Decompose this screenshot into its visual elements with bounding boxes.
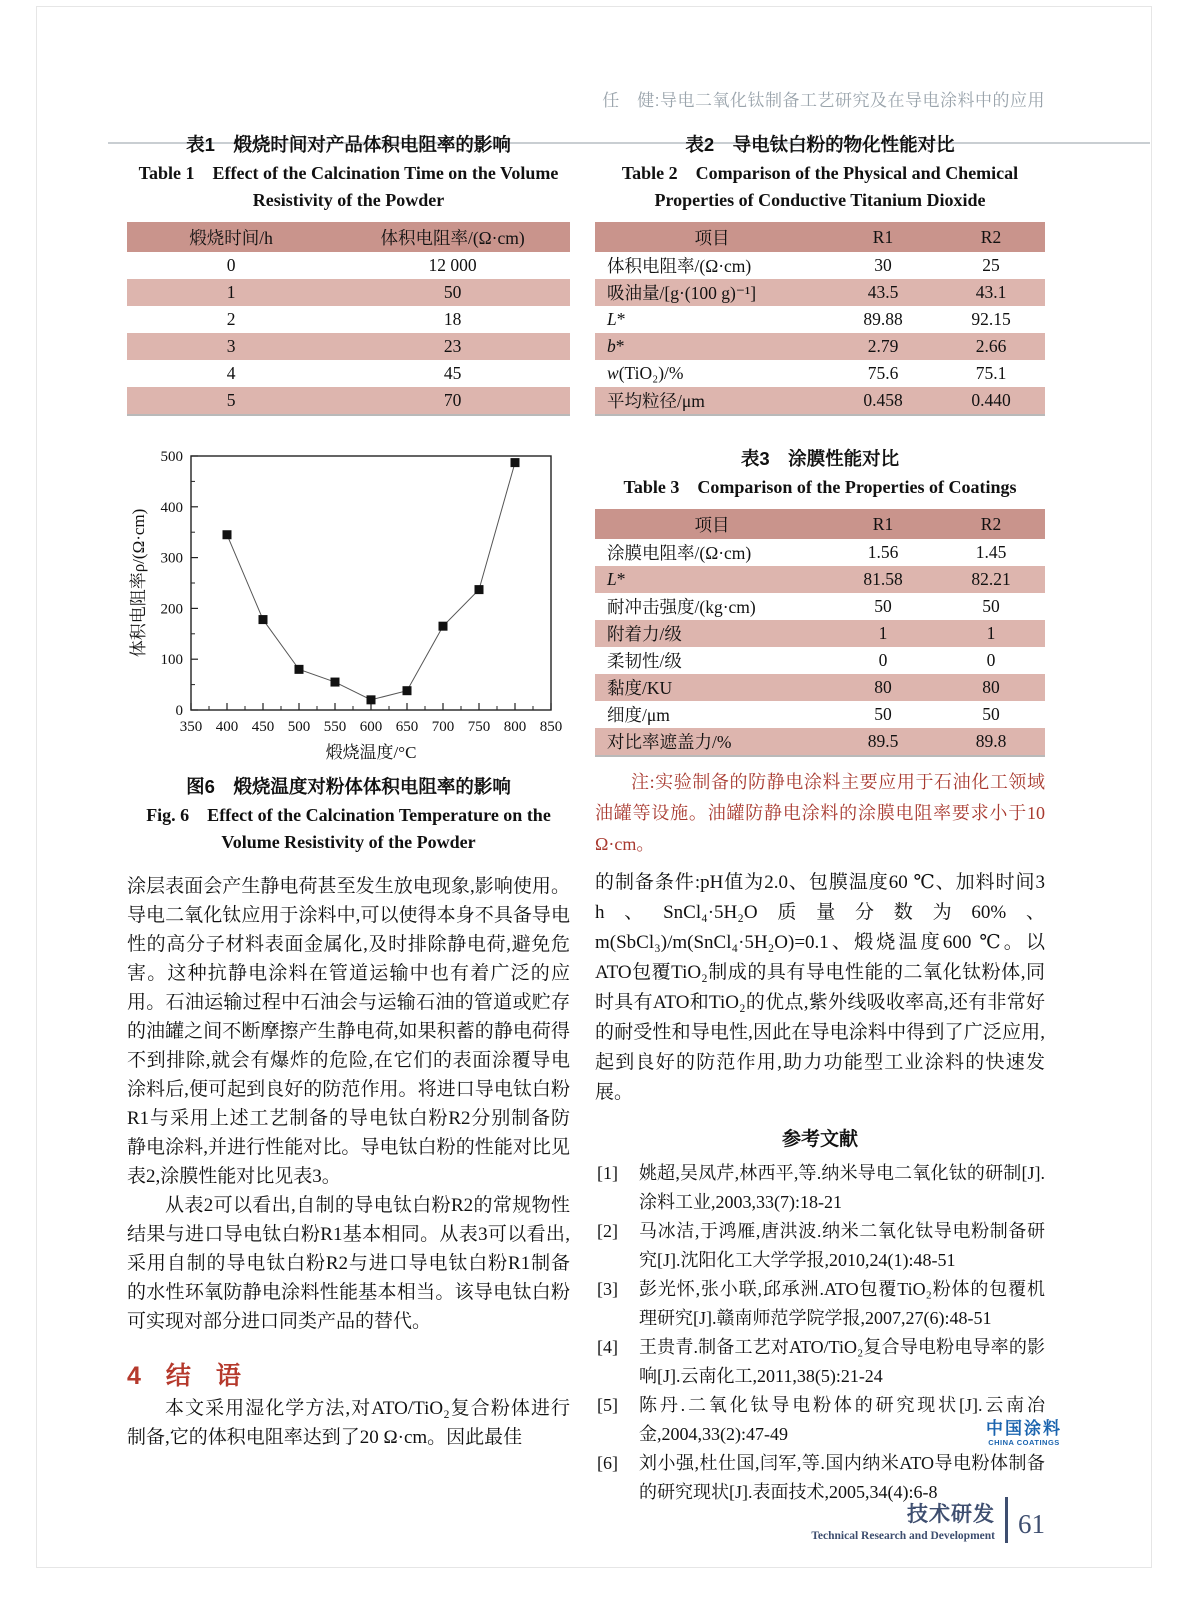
- logo-text-en: CHINA COATINGS: [988, 1437, 1060, 1447]
- cell-value: 89.5: [829, 728, 937, 756]
- table2-title: [595, 130, 1045, 214]
- reference-number: [1]: [597, 1163, 618, 1183]
- table-row: [127, 360, 570, 387]
- cell-value: 1: [829, 620, 937, 647]
- row-label: 5: [127, 387, 335, 415]
- table-row: [127, 252, 570, 279]
- footer-divider: [1005, 1497, 1008, 1543]
- paragraph: 涂层表面会产生静电荷甚至发生放电现象,影响使用。导电二氧化钛应用于涂料中,可以使得本身不具备导电性的高分子材料表面金属化,及时排除静电荷,避免危害。这种抗静电涂料在管道运输中也有着广泛的应用。石油运输过程中石油会与运输石油的管道或贮存的油罐之间不断摩擦产生静电荷,如果积蓄的静电荷得不到排除,就会有爆炸的危险,在它们的表面涂覆导电涂料后,便可起到良好的防范作用。将进口导电钛白粉R1与采用上述工艺制备的导电钛白粉R2分别制备防静电涂料,并进行性能对比。导电钛白粉的性能对比见表2,涂膜性能对比见表3。: [127, 876, 570, 1187]
- row-label: 体积电阻率/(Ω·cm): [607, 256, 752, 276]
- cell-value: 50: [335, 279, 570, 306]
- running-title: 任 健:导电二氧化钛制备工艺研究及在导电涂料中的应用: [602, 91, 1045, 110]
- cell-value: 92.15: [971, 309, 1011, 329]
- cell-value: 89.88: [863, 309, 903, 329]
- table-row: [595, 728, 1045, 756]
- section-heading-conclusion: 4 结 语: [127, 1362, 241, 1390]
- reference-number: [6]: [597, 1453, 618, 1473]
- svg-text:体积电阻率ρ/(Ω·cm): 体积电阻率ρ/(Ω·cm): [129, 508, 148, 658]
- cell-value: 80: [829, 674, 937, 701]
- row-label: 平均粒径/μm: [595, 387, 829, 415]
- row-label: 涂膜电阻率/(Ω·cm): [607, 543, 752, 563]
- reference-number: [2]: [597, 1221, 618, 1241]
- cell-value: 30: [874, 255, 892, 275]
- cell-value: 1.45: [975, 542, 1007, 562]
- paragraph: 的制备条件:pH值为2.0、包膜温度60 ℃、加料时间3 h、SnCl₄·5H₂O质量分数为60%、m(SbCl₃)/m(SnCl₄·5H₂O)=0.1、煅烧温度600 ℃。以ATO包覆TiO₂制成的具有导电性能的二氧化钛粉体,同时具有ATO和TiO₂的优点,紫外线吸收率高,还有非常好的耐受性和导电性,因此在导电涂料中得到了广泛应用,起到良好的防范作用,助力功能型工业涂料的快速发展。: [595, 872, 1045, 1103]
- svg-text:300: 300: [160, 550, 183, 567]
- svg-text:550: 550: [323, 719, 347, 735]
- svg-text:350: 350: [179, 719, 203, 735]
- column-header: R1: [829, 509, 937, 539]
- table3-note: 注:实验制备的防静电涂料主要应用于石油化工领域油罐等设施。油罐防静电涂料的涂膜电阻率要求小于10 Ω·cm。: [595, 772, 1045, 854]
- cell-value: 0: [986, 650, 996, 670]
- row-label: 黏度/KU: [595, 674, 829, 701]
- reference-text: 马冰洁,于鸿雁,唐洪波.纳米二氧化钛导电粉制备研究[J].沈阳化工大学学报,2010,24(1):48-51: [639, 1221, 1045, 1270]
- left-body-text: [127, 872, 570, 1452]
- header-row: [127, 222, 570, 252]
- table3-title-cn: 表3 涂膜性能对比: [740, 448, 900, 469]
- table1-title-cn: 表1 煅烧时间对产品体积电阻率的影响: [186, 134, 511, 155]
- row-label: 2: [226, 309, 236, 329]
- svg-text:500: 500: [160, 449, 183, 465]
- row-label: 吸油量/[g·(100 g)⁻¹]: [595, 279, 829, 306]
- table2-grid: [595, 222, 1045, 416]
- figure6-caption: [127, 772, 570, 856]
- table-row: [595, 593, 1045, 620]
- cell-value: 50: [874, 704, 892, 724]
- references-heading: 参考文献: [781, 1129, 858, 1150]
- reference-item: [595, 1217, 1045, 1275]
- header-row: [595, 509, 1045, 539]
- cell-value: 75.6: [867, 363, 899, 383]
- svg-text:600: 600: [359, 719, 383, 735]
- row-label: 0: [226, 255, 236, 275]
- column-header: R2: [937, 509, 1045, 539]
- column-header: R1: [829, 222, 937, 252]
- cell-value: 50: [982, 596, 1000, 616]
- row-label: 对比率遮盖力/%: [595, 728, 829, 756]
- table1-grid: [127, 222, 570, 416]
- row-label: 耐冲击强度/(kg·cm): [607, 597, 756, 617]
- table-row: [595, 647, 1045, 674]
- cell-value: 1: [937, 620, 1045, 647]
- table1-title-en: Table 1 Effect of the Calcination Time on the Volume Resistivity of the Powder: [138, 163, 559, 210]
- figure6-caption-cn: 图6 煅烧温度对粉体体积电阻率的影响: [186, 776, 511, 797]
- svg-text:400: 400: [215, 719, 239, 735]
- table-row: [595, 566, 1045, 593]
- reference-number: [3]: [597, 1279, 618, 1299]
- logo-text-cn: 中国涂料: [986, 1419, 1062, 1438]
- cell-value: 25: [982, 255, 1000, 275]
- table2-title-cn: 表2 导电钛白粉的物化性能对比: [685, 134, 955, 155]
- svg-text:800: 800: [503, 719, 527, 735]
- column-header: 项目: [595, 509, 829, 539]
- right-column: [595, 130, 1045, 1507]
- column-header: R2: [937, 222, 1045, 252]
- cell-value: 70: [335, 387, 570, 415]
- row-label: 3: [127, 333, 335, 360]
- table1-title: [127, 130, 570, 214]
- reference-text: 姚超,吴凤芹,林西平,等.纳米导电二氧化钛的研制[J].涂料工业,2003,33(7):18-21: [639, 1163, 1045, 1212]
- table-row: [595, 333, 1045, 360]
- table3: [595, 509, 1045, 757]
- cell-value: 75.1: [975, 363, 1007, 383]
- line-chart-svg: [127, 446, 567, 766]
- table2: [595, 222, 1045, 416]
- footer-section-en: Technical Research and Development: [811, 1530, 995, 1542]
- page-footer: [0, 1497, 1045, 1543]
- svg-text:450: 450: [251, 719, 275, 735]
- table-row: [595, 279, 1045, 306]
- cell-value: 82.21: [937, 566, 1045, 593]
- svg-text:750: 750: [467, 719, 491, 735]
- cell-value: 0.440: [937, 387, 1045, 415]
- china-coatings-logo: [986, 1420, 1062, 1447]
- cell-value: 0: [878, 650, 888, 670]
- cell-value: 1.56: [867, 542, 899, 562]
- reference-item: [595, 1391, 1045, 1449]
- cell-value: 50: [982, 704, 1000, 724]
- svg-text:500: 500: [287, 719, 311, 735]
- table-row: [595, 306, 1045, 333]
- row-label: 1: [127, 279, 335, 306]
- row-label: L*: [595, 566, 829, 593]
- row-label: 附着力/级: [595, 620, 829, 647]
- cell-value: 23: [335, 333, 570, 360]
- cell-value: 50: [874, 596, 892, 616]
- cell-value: 81.58: [829, 566, 937, 593]
- footer-section-cn: 技术研发: [907, 1503, 995, 1526]
- row-label: 柔韧性/级: [607, 651, 682, 671]
- paragraph: 从表2可以看出,自制的导电钛白粉R2的常规物性结果与进口导电钛白粉R1基本相同。从表3可以看出,采用自制的导电钛白粉R2与进口导电钛白粉R1制备的水性环氧防静电涂料性能基本相当。该导电钛白粉可实现对部分进口同类产品的替代。: [127, 1195, 570, 1332]
- table-row: [127, 333, 570, 360]
- reference-item: [595, 1275, 1045, 1333]
- table-row: [595, 360, 1045, 387]
- right-body-text: [595, 868, 1045, 1108]
- table-row: [595, 539, 1045, 566]
- table-row: [127, 306, 570, 333]
- cell-value: 0.458: [829, 387, 937, 415]
- table-row: [595, 252, 1045, 279]
- table3-title: [595, 444, 1045, 501]
- svg-text:100: 100: [160, 652, 183, 669]
- cell-value: 43.1: [937, 279, 1045, 306]
- cell-value: 80: [937, 674, 1045, 701]
- row-label: 细度/μm: [607, 705, 670, 725]
- svg-text:400: 400: [160, 499, 183, 516]
- table-row: [595, 701, 1045, 728]
- column-header: 体积电阻率/(Ω·cm): [335, 222, 570, 252]
- cell-value: 18: [443, 309, 462, 329]
- paragraph: 本文采用湿化学方法,对ATO/TiO₂复合粉体进行制备,它的体积电阻率达到了20 Ω·cm。因此最佳: [127, 1398, 570, 1448]
- svg-text:0: 0: [175, 703, 183, 719]
- row-label: 4: [226, 363, 236, 383]
- table2-title-en: Table 2 Comparison of the Physical and Chemical Properties of Conductive Titanium Dioxide: [621, 163, 1019, 210]
- reference-item: [595, 1333, 1045, 1391]
- cell-value: 43.5: [829, 279, 937, 306]
- reference-text: 刘小强,杜仕国,闫军,等.国内纳米ATO导电粉体制备的研究现状[J].表面技术,2005,34(4):6-8: [639, 1453, 1045, 1502]
- svg-text:650: 650: [395, 719, 419, 735]
- page-number: 61: [1018, 1508, 1045, 1539]
- reference-number: [5]: [597, 1395, 618, 1415]
- cell-value: 89.8: [937, 728, 1045, 756]
- cell-value: 2.79: [829, 333, 937, 360]
- cell-value: 12 000: [428, 255, 477, 275]
- footer-section-labels: [811, 1498, 995, 1542]
- references-list: [595, 1159, 1045, 1507]
- reference-text: 彭光怀,张小联,邱承洲.ATO包覆TiO₂粉体的包覆机理研究[J].赣南师范学院学报,2007,27(6):48-51: [639, 1279, 1045, 1328]
- row-label: L*: [607, 309, 626, 329]
- figure6-caption-en: Fig. 6 Effect of the Calcination Temperature on the Volume Resistivity of the Powder: [146, 805, 551, 852]
- table-row: [595, 620, 1045, 647]
- cell-value: 45: [443, 363, 462, 383]
- svg-text:700: 700: [431, 719, 455, 735]
- table-row: [127, 279, 570, 306]
- row-label: b*: [595, 333, 829, 360]
- column-header: 煅烧时间/h: [127, 222, 335, 252]
- reference-item: [595, 1159, 1045, 1217]
- reference-number: [4]: [597, 1337, 618, 1357]
- row-label: w(TiO₂)/%: [607, 363, 684, 383]
- table-row: [595, 674, 1045, 701]
- reference-text: 陈丹.二氧化钛导电粉体的研究现状[J].云南冶金,2004,33(2):47-49: [639, 1395, 1045, 1444]
- figure6-chart: [127, 446, 570, 766]
- reference-text: 王贵青.制备工艺对ATO/TiO₂复合导电粉电导率的影响[J].云南化工,2011,38(5):21-24: [639, 1337, 1045, 1386]
- left-column: [127, 130, 570, 1452]
- column-header: 项目: [595, 222, 829, 252]
- svg-text:煅烧温度/°C: 煅烧温度/°C: [325, 743, 417, 762]
- svg-text:200: 200: [160, 601, 183, 618]
- table-row: [127, 387, 570, 415]
- svg-text:850: 850: [539, 719, 563, 735]
- header-row: [595, 222, 1045, 252]
- cell-value: 2.66: [937, 333, 1045, 360]
- table3-title-en: Table 3 Comparison of the Properties of Coatings: [623, 477, 1017, 497]
- table3-grid: [595, 509, 1045, 757]
- table-row: [595, 387, 1045, 415]
- table1: [127, 222, 570, 416]
